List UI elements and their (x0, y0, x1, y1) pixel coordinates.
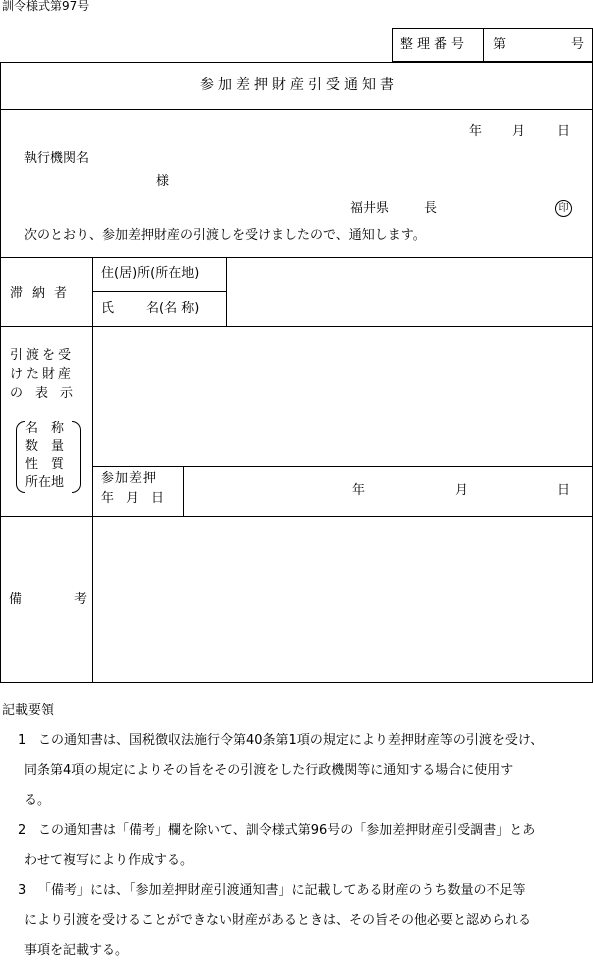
reference-number-go: 号 (571, 37, 585, 52)
date-day: 日 (557, 124, 571, 139)
instruction-2-line-2: わせて複写により作成する。 (24, 853, 194, 868)
instruction-num-1: 1 (18, 733, 27, 748)
seal-label: 印 (558, 203, 569, 214)
remarks-field[interactable] (93, 517, 592, 682)
date-year: 年 (469, 124, 483, 139)
date-label-line1: 参加差押 (101, 471, 158, 486)
date-label-line2: 年月日 (101, 491, 177, 506)
remarks-label-1: 備 (9, 592, 23, 607)
instruction-3-line-3: 事項を記載する。 (24, 943, 129, 958)
paren-line3: 性 質 (25, 457, 65, 472)
seal-mark (555, 200, 572, 217)
name-field[interactable] (227, 292, 592, 326)
instruction-1-line-3: る。 (24, 793, 51, 808)
address-label: 住(居)所(所在地) (101, 266, 200, 281)
instruction-num-3: 3 (18, 883, 27, 898)
form-id: 訓令様式第97号 (2, 0, 90, 13)
sender-chief: 長 (424, 201, 438, 216)
property-label-line1: 引渡を受 (10, 348, 75, 363)
attach-date-day: 日 (557, 483, 571, 498)
instructions (0, 696, 593, 966)
instructions-heading: 記載要領 (2, 703, 55, 718)
paren-line4: 所在地 (25, 475, 65, 490)
addressee-sama: 様 (156, 174, 170, 189)
instruction-item-2 (0, 816, 593, 876)
instruction-3-line-2: により引渡を受けることができない財産があるときは、その旨その他必要と認められる (24, 913, 532, 928)
reference-number-label: 整理番号 (400, 37, 469, 52)
sender-org: 福井県 (350, 201, 390, 216)
property-label-line3: の表示 (10, 386, 86, 401)
instruction-num-2: 2 (18, 823, 27, 838)
taxpayer-label: 滞納者 (10, 286, 77, 301)
addressee-label: 執行機関名 (24, 151, 90, 166)
document-title: 参加差押財産引受通知書 (200, 77, 398, 93)
paren-left (16, 421, 25, 493)
reference-number-dai: 第 (493, 37, 507, 52)
instruction-1-line-2: 同条第4項の規定によりその旨をその引渡をした行政機関等に通知する場合に使用す (24, 763, 514, 778)
name-label-2: 名(名 称) (146, 301, 200, 316)
instruction-item-3 (0, 876, 593, 966)
paren-line1: 名 称 (25, 421, 65, 436)
attach-date-year: 年 (352, 483, 366, 498)
statement-text: 次のとおり、参加差押財産の引渡しを受けましたので、通知します。 (24, 228, 426, 243)
date-month: 月 (512, 124, 526, 139)
address-field[interactable] (227, 258, 592, 291)
instruction-2-line-1: この通知書は「備考」欄を除いて、訓令様式第96号の「参加差押財産引受調書」とあ (38, 823, 536, 838)
instruction-1-line-1: この通知書は、国税徴収法施行令第40条第1項の規定により差押財産等の引渡を受け、 (38, 733, 544, 748)
paren-line2: 数 量 (25, 439, 65, 454)
instruction-3-line-1: 「備考」には、「参加差押財産引渡通知書」に記載してある財産のうち数量の不足等 (38, 883, 526, 898)
remarks-label-2: 考 (74, 592, 88, 607)
property-label-line2: けた財産 (10, 367, 75, 382)
attach-date-month: 月 (455, 483, 469, 498)
instruction-item-1 (0, 726, 593, 816)
name-label-1: 氏 (101, 301, 115, 316)
paren-right (72, 421, 81, 493)
property-description-field[interactable] (93, 327, 592, 466)
